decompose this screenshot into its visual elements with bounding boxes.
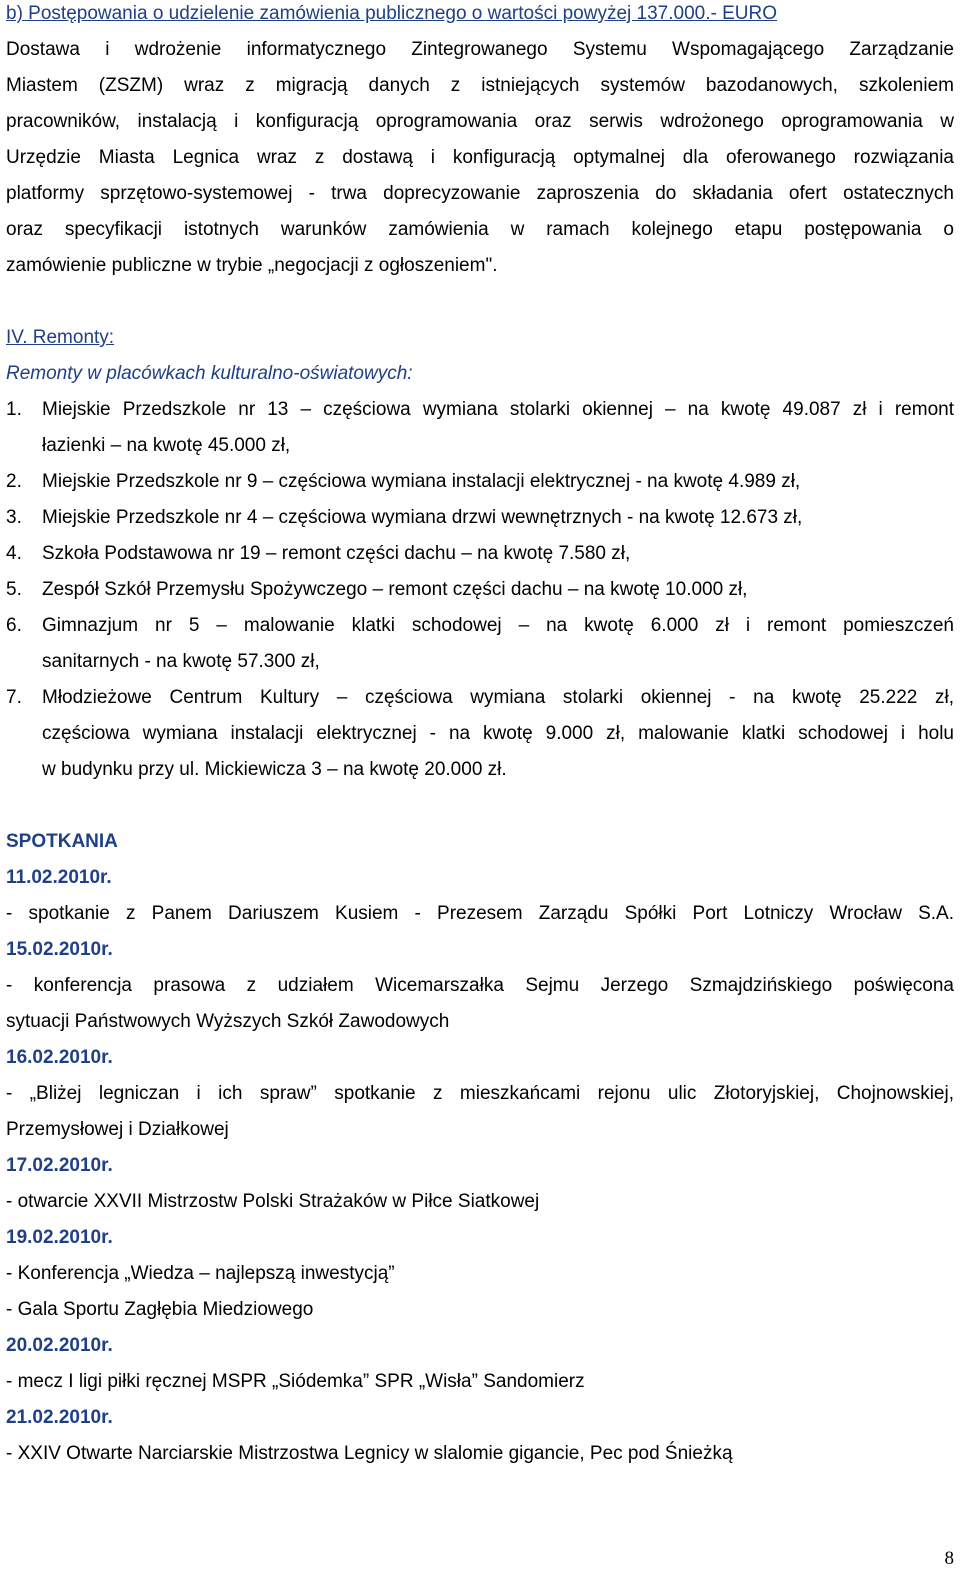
section-b-line-5: platformy sprzętowo-systemowej - trwa doprecyzowanie zaproszenia do składania ofert ostatecznych — [6, 183, 954, 204]
spotkanie-5-line-2: - Gala Sportu Zagłębia Miedziowego — [6, 1299, 314, 1320]
remonty-item-7-line-1: Młodzieżowe Centrum Kultury – częściowa wymiana stolarki okiennej - na kwotę 25.222 zł, — [42, 687, 954, 708]
remonty-heading: IV. Remonty: — [6, 327, 115, 348]
spotkanie-3-line-2: Przemysłowej i Działkowej — [6, 1119, 229, 1140]
spotkanie-date-4: 17.02.2010r. — [6, 1155, 113, 1176]
remonty-item-7-line-3: w budynku przy ul. Mickiewicza 3 – na kwotę 20.000 zł. — [42, 759, 507, 780]
remonty-item-1-line-1: Miejskie Przedszkole nr 13 – częściowa wymiana stolarki okiennej – na kwotę 49.087 zł i remont — [42, 399, 954, 420]
spotkanie-7-line-1: - XXIV Otwarte Narciarskie Mistrzostwa Legnicy w slalomie gigancie, Pec pod Śnieżką — [6, 1443, 733, 1464]
section-b-line-1: Dostawa i wdrożenie informatycznego Zintegrowanego Systemu Wspomagającego Zarządzanie — [6, 39, 954, 60]
page-number: 8 — [944, 1548, 954, 1569]
spotkanie-4-line-1: - otwarcie XXVII Mistrzostw Polski Strażaków w Piłce Siatkowej — [6, 1191, 540, 1212]
remonty-item-7-line-2: częściowa wymiana instalacji elektrycznej - na kwotę 9.000 zł, malowanie klatki schodowej i holu — [42, 723, 954, 744]
spotkanie-date-2: 15.02.2010r. — [6, 939, 113, 960]
section-b-line-3: pracowników, instalacją i konfiguracją oprogramowania oraz serwis wdrożonego oprogramowania w — [6, 111, 954, 132]
remonty-item-6-line-1: Gimnazjum nr 5 – malowanie klatki schodowej – na kwotę 6.000 zł i remont pomieszczeń — [42, 615, 954, 636]
spotkanie-date-7: 21.02.2010r. — [6, 1407, 113, 1428]
remonty-item-1-line-2: łazienki – na kwotę 45.000 zł, — [42, 435, 291, 456]
remonty-item-2-number: 2. — [6, 471, 22, 492]
remonty-subheading: Remonty w placówkach kulturalno-oświatowych: — [6, 363, 413, 384]
spotkania-heading: SPOTKANIA — [6, 831, 118, 852]
section-b-line-2: Miastem (ZSZM) wraz z migracją danych z istniejących systemów bazodanowych, szkoleniem — [6, 75, 954, 96]
spotkanie-5-line-1: - Konferencja „Wiedza – najlepszą inwestycją” — [6, 1263, 395, 1284]
section-b-line-6: oraz specyfikacji istotnych warunków zamówienia w ramach kolejnego etapu postępowania o — [6, 219, 954, 240]
remonty-item-7-number: 7. — [6, 687, 22, 708]
remonty-item-6-line-2: sanitarnych - na kwotę 57.300 zł, — [42, 651, 320, 672]
spotkanie-1-line-1: - spotkanie z Panem Dariuszem Kusiem - Prezesem Zarządu Spółki Port Lotniczy Wrocław S.A. — [6, 903, 954, 924]
section-b-line-4: Urzędzie Miasta Legnica wraz z dostawą i konfiguracją optymalnej dla oferowanego rozwiązania — [6, 147, 954, 168]
remonty-item-5-line-1: Zespół Szkół Przemysłu Spożywczego – remont części dachu – na kwotę 10.000 zł, — [42, 579, 748, 600]
remonty-item-6-number: 6. — [6, 615, 22, 636]
spotkanie-date-6: 20.02.2010r. — [6, 1335, 113, 1356]
remonty-item-4-number: 4. — [6, 543, 22, 564]
remonty-item-3-line-1: Miejskie Przedszkole nr 4 – częściowa wymiana drzwi wewnętrznych - na kwotę 12.673 zł, — [42, 507, 803, 528]
spotkanie-2-line-1: - konferencja prasowa z udziałem Wicemarszałka Sejmu Jerzego Szmajdzińskiego poświęcona — [6, 975, 954, 996]
spotkanie-date-1: 11.02.2010r. — [6, 867, 112, 888]
remonty-item-2-line-1: Miejskie Przedszkole nr 9 – częściowa wymiana instalacji elektrycznej - na kwotę 4.989 zł, — [42, 471, 801, 492]
remonty-item-5-number: 5. — [6, 579, 22, 600]
remonty-item-4-line-1: Szkoła Podstawowa nr 19 – remont części dachu – na kwotę 7.580 zł, — [42, 543, 631, 564]
section-b-heading: b) Postępowania o udzielenie zamówienia publicznego o wartości powyżej 137.000.- EURO — [6, 3, 777, 24]
remonty-item-3-number: 3. — [6, 507, 22, 528]
remonty-item-1-number: 1. — [6, 399, 22, 420]
spotkanie-3-line-1: - „Bliżej legniczan i ich spraw” spotkanie z mieszkańcami rejonu ulic Złotoryjskiej, Chojnowskiej, — [6, 1083, 954, 1104]
spotkanie-2-line-2: sytuacji Państwowych Wyższych Szkół Zawodowych — [6, 1011, 450, 1032]
spotkanie-date-3: 16.02.2010r. — [6, 1047, 113, 1068]
spotkanie-6-line-1: - mecz I ligi piłki ręcznej MSPR „Siódemka” SPR „Wisła” Sandomierz — [6, 1371, 585, 1392]
section-b-line-7: zamówienie publiczne w trybie „negocjacji z ogłoszeniem". — [6, 255, 498, 276]
spotkanie-date-5: 19.02.2010r. — [6, 1227, 113, 1248]
